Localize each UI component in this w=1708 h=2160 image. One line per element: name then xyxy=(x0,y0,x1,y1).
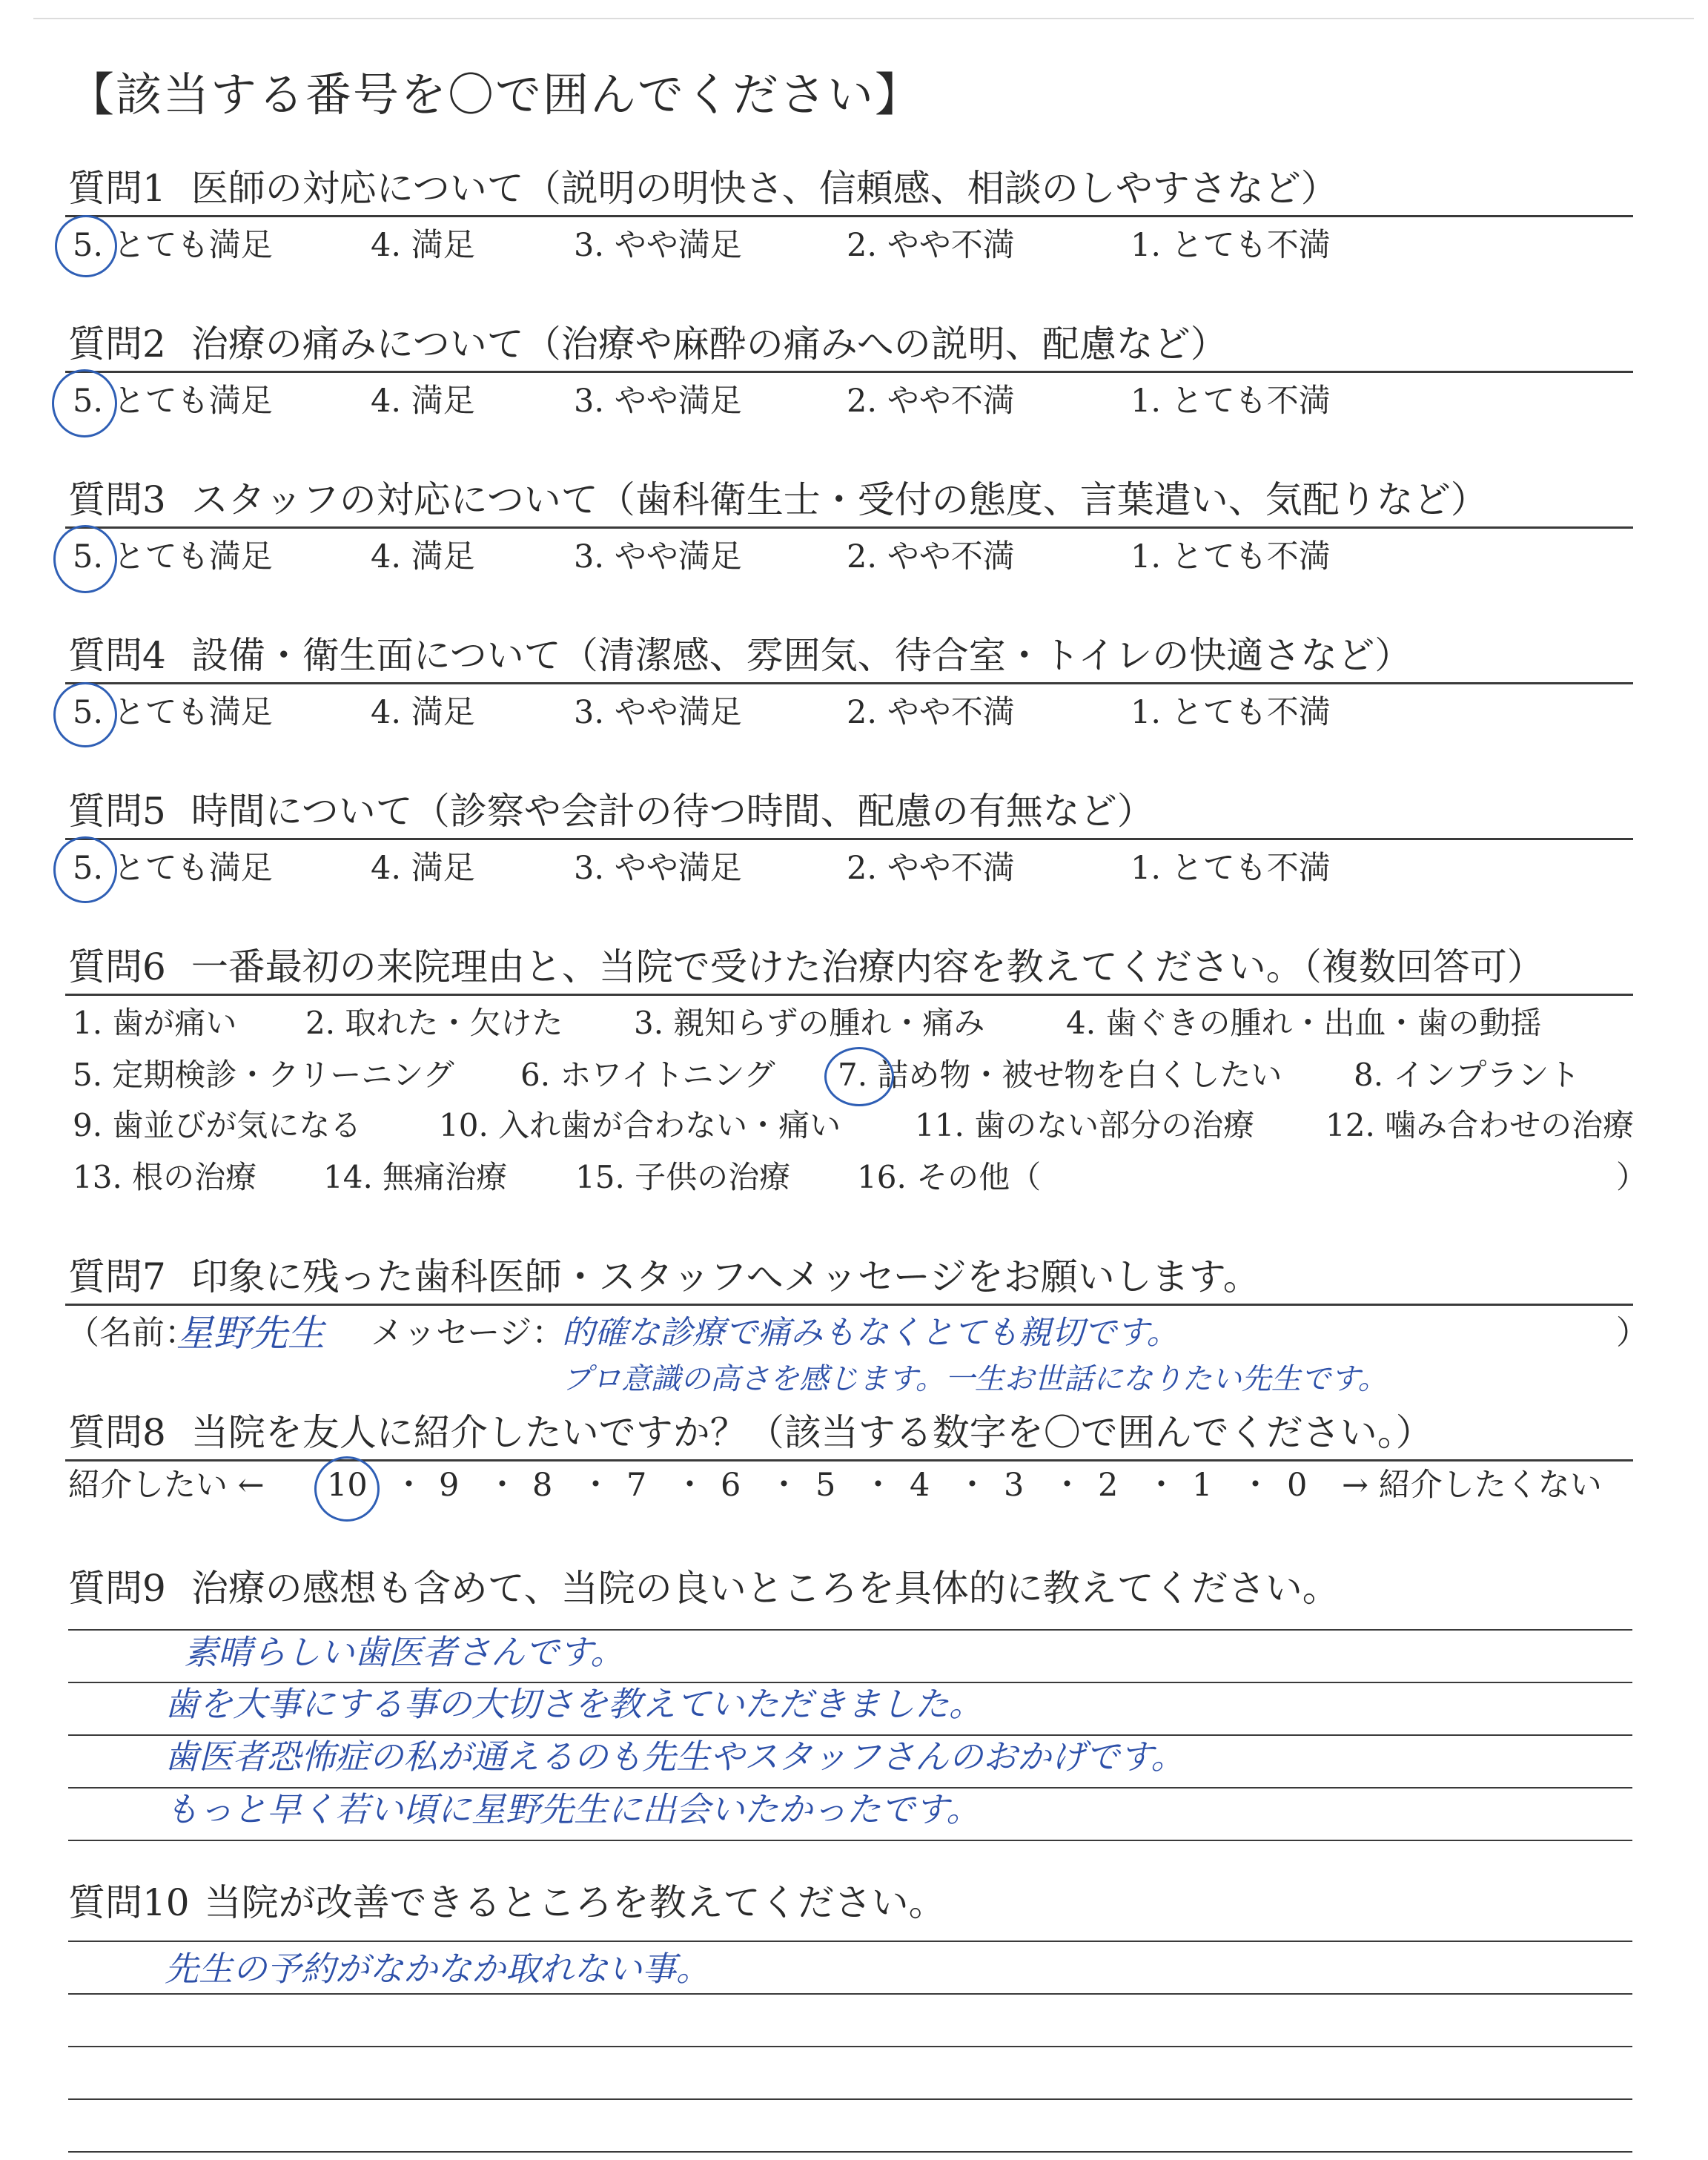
question-text: 治療の感想も含めて、当院の良いところを具体的に教えてください。 xyxy=(191,1567,1340,1610)
question-rule xyxy=(65,215,1633,217)
handwritten-answer-line[interactable]: 先生の予約がなかなか取れない事。 xyxy=(165,1949,710,1989)
option-4[interactable]: 4. 満足 xyxy=(371,850,475,887)
answer-line xyxy=(68,1941,1632,1942)
close-paren: ） xyxy=(1616,1314,1649,1352)
scale-separator: ・ xyxy=(768,1467,800,1504)
answer-line xyxy=(68,2151,1632,2153)
option-1[interactable]: 1. とても不満 xyxy=(1131,538,1331,575)
checkbox-option[interactable]: 4. 歯ぐきの腫れ・出血・歯の動揺 xyxy=(1066,1005,1542,1041)
scale-separator: ・ xyxy=(486,1467,518,1504)
answer-line xyxy=(68,2098,1632,2100)
scale-value[interactable]: 0 xyxy=(1287,1467,1308,1504)
close-paren: ） xyxy=(1616,1159,1648,1195)
form-instruction-title: 【該当する番号を〇で囲んでください】 xyxy=(68,67,923,122)
question-text: 印象に残った歯科医師・スタッフへメッセージをお願いします。 xyxy=(191,1255,1260,1298)
checkbox-option[interactable]: 2. 取れた・欠けた xyxy=(305,1005,563,1041)
checkbox-option[interactable]: 9. 歯並びが気になる xyxy=(73,1107,362,1143)
question-rule xyxy=(65,838,1633,840)
handwritten-name[interactable]: 星野先生 xyxy=(176,1312,325,1355)
handwritten-answer-line[interactable]: 歯医者恐怖症の私が通えるのも先生やスタッフさんのおかげです。 xyxy=(165,1737,1185,1777)
question-4-options xyxy=(73,692,1629,736)
option-2[interactable]: 2. やや不満 xyxy=(847,383,1015,420)
option-2[interactable]: 2. やや不満 xyxy=(847,227,1015,264)
question-10-title xyxy=(68,1879,946,1926)
scale-value[interactable]: 4 xyxy=(910,1467,930,1504)
question-number: 質問2 xyxy=(68,323,166,366)
question-number: 質問7 xyxy=(68,1255,166,1298)
scale-value[interactable]: 9 xyxy=(439,1467,460,1504)
question-number: 質問5 xyxy=(68,790,166,833)
question-5-options xyxy=(73,848,1629,892)
scale-separator: ・ xyxy=(393,1467,425,1504)
scale-separator: ・ xyxy=(580,1467,612,1504)
scale-value[interactable]: 6 xyxy=(721,1467,741,1504)
question-text: 当院を友人に紹介したいですか？（該当する数字を〇で囲んでください。） xyxy=(191,1411,1433,1454)
question-rule xyxy=(65,994,1633,996)
checkbox-option[interactable]: 8. インプラント xyxy=(1354,1057,1580,1093)
question-text: 設備・衛生面について（清潔感、雰囲気、待合室・トイレの快適さなど） xyxy=(191,634,1412,677)
option-5[interactable]: 5. とても満足 xyxy=(73,383,273,420)
question-3-options xyxy=(73,536,1629,581)
question-number: 質問4 xyxy=(68,634,166,677)
checkbox-option[interactable]: 14. 無痛治療 xyxy=(323,1159,508,1195)
option-2[interactable]: 2. やや不満 xyxy=(847,538,1015,575)
question-5-title xyxy=(68,787,1154,835)
checkbox-option[interactable]: 12. 噛み合わせの治療 xyxy=(1325,1107,1635,1143)
question-7-title xyxy=(68,1253,1260,1301)
answer-line xyxy=(68,2046,1632,2047)
question-2-title xyxy=(68,320,1228,368)
question-rule xyxy=(65,526,1633,529)
page-top-border xyxy=(33,18,1694,19)
checkbox-option[interactable]: 1. 歯が痛い xyxy=(73,1005,237,1041)
option-3[interactable]: 3. やや満足 xyxy=(574,694,742,731)
option-5[interactable]: 5. とても満足 xyxy=(73,227,273,264)
option-3[interactable]: 3. やや満足 xyxy=(574,383,742,420)
question-text: 一番最初の来院理由と、当院で受けた治療内容を教えてください。（複数回答可） xyxy=(191,945,1544,988)
option-5[interactable]: 5. とても満足 xyxy=(73,538,273,575)
scale-separator: ・ xyxy=(1239,1467,1271,1504)
handwritten-message-line[interactable]: プロ意識の高さを感じます。一生お世話になりたい先生です。 xyxy=(562,1362,1388,1396)
scale-separator: ・ xyxy=(956,1467,988,1504)
question-number: 質問6 xyxy=(68,945,166,988)
scale-separator: ・ xyxy=(862,1467,894,1504)
option-1[interactable]: 1. とても不満 xyxy=(1131,850,1331,887)
option-4[interactable]: 4. 満足 xyxy=(371,694,475,731)
question-9-title xyxy=(68,1565,1340,1612)
scale-value[interactable]: 8 xyxy=(532,1467,553,1504)
name-label: （名前： xyxy=(67,1314,197,1352)
question-rule xyxy=(65,371,1633,373)
question-1-title xyxy=(68,165,1338,212)
option-4[interactable]: 4. 満足 xyxy=(371,383,475,420)
checkbox-option[interactable]: 15. 子供の治療 xyxy=(575,1159,791,1195)
question-rule xyxy=(65,682,1633,684)
handwritten-answer-line[interactable]: 歯を大事にする事の大切さを教えていただきました。 xyxy=(165,1684,983,1724)
checkbox-option[interactable]: 6. ホワイトニング xyxy=(520,1057,775,1093)
option-4[interactable]: 4. 満足 xyxy=(371,227,475,264)
scale-right-label: → 紹介したくない xyxy=(1342,1467,1602,1504)
question-rule xyxy=(65,1304,1633,1306)
checkbox-option[interactable]: 16. その他（ xyxy=(857,1159,1042,1195)
scale-value[interactable]: 2 xyxy=(1098,1467,1119,1504)
question-number: 質問1 xyxy=(68,167,166,210)
handwritten-answer-line[interactable]: 素晴らしい歯医者さんです。 xyxy=(184,1632,625,1672)
question-text: 治療の痛みについて（治療や麻酔の痛みへの説明、配慮など） xyxy=(191,323,1228,366)
answer-line xyxy=(68,1840,1632,1841)
scale-value[interactable]: 3 xyxy=(1004,1467,1025,1504)
scale-left-label: 紹介したい ← xyxy=(68,1467,265,1504)
question-text: 当院が改善できるところを教えてください。 xyxy=(204,1881,946,1924)
question-number: 質問9 xyxy=(68,1567,166,1610)
question-text: スタッフの対応について（歯科衛生士・受付の態度、言葉遣い、気配りなど） xyxy=(191,478,1488,521)
scale-value[interactable]: 10 xyxy=(327,1467,368,1504)
checkbox-option[interactable]: 7. 詰め物・被せ物を白くしたい xyxy=(838,1057,1282,1093)
option-2[interactable]: 2. やや不満 xyxy=(847,850,1015,887)
option-1[interactable]: 1. とても不満 xyxy=(1131,227,1331,264)
option-3[interactable]: 3. やや満足 xyxy=(574,538,742,575)
option-5[interactable]: 5. とても満足 xyxy=(73,850,273,887)
question-2-options xyxy=(73,380,1629,425)
answer-line xyxy=(68,1993,1632,1995)
checkbox-option[interactable]: 5. 定期検診・クリーニング xyxy=(73,1057,454,1093)
scale-separator: ・ xyxy=(674,1467,706,1504)
option-3[interactable]: 3. やや満足 xyxy=(574,227,742,264)
question-text: 時間について（診察や会計の待つ時間、配慮の有無など） xyxy=(191,790,1154,833)
handwritten-message-line[interactable]: 的確な診療で痛みもなくとても親切です。 xyxy=(562,1314,1179,1352)
option-1[interactable]: 1. とても不満 xyxy=(1131,694,1331,731)
scale-value[interactable]: 5 xyxy=(815,1467,836,1504)
option-3[interactable]: 3. やや満足 xyxy=(574,850,742,887)
question-number: 質問10 xyxy=(68,1881,190,1924)
checkbox-option[interactable]: 13. 根の治療 xyxy=(73,1159,257,1195)
scale-separator: ・ xyxy=(1051,1467,1083,1504)
question-3-title xyxy=(68,476,1488,524)
message-label: メッセージ： xyxy=(371,1314,565,1352)
question-rule xyxy=(65,1459,1633,1462)
scale-value[interactable]: 7 xyxy=(626,1467,647,1504)
question-8-title xyxy=(68,1409,1433,1456)
question-4-title xyxy=(68,632,1411,679)
question-number: 質問3 xyxy=(68,478,166,521)
question-number: 質問8 xyxy=(68,1411,166,1454)
question-text: 医師の対応について（説明の明快さ、信頼感、相談のしやすさなど） xyxy=(191,167,1338,210)
option-1[interactable]: 1. とても不満 xyxy=(1131,383,1331,420)
checkbox-option[interactable]: 10. 入れ歯が合わない・痛い xyxy=(439,1107,841,1143)
scale-separator: ・ xyxy=(1145,1467,1177,1504)
option-2[interactable]: 2. やや不満 xyxy=(847,694,1015,731)
checkbox-option[interactable]: 11. 歯のない部分の治療 xyxy=(915,1107,1255,1143)
checkbox-option[interactable]: 3. 親知らずの腫れ・痛み xyxy=(634,1005,985,1041)
option-5[interactable]: 5. とても満足 xyxy=(73,694,273,731)
scale-value[interactable]: 1 xyxy=(1192,1467,1213,1504)
handwritten-answer-line[interactable]: もっと早く若い頃に星野先生に出会いたかったです。 xyxy=(165,1789,981,1829)
question-1-options xyxy=(73,225,1629,269)
question-6-title xyxy=(68,943,1544,991)
option-4[interactable]: 4. 満足 xyxy=(371,538,475,575)
